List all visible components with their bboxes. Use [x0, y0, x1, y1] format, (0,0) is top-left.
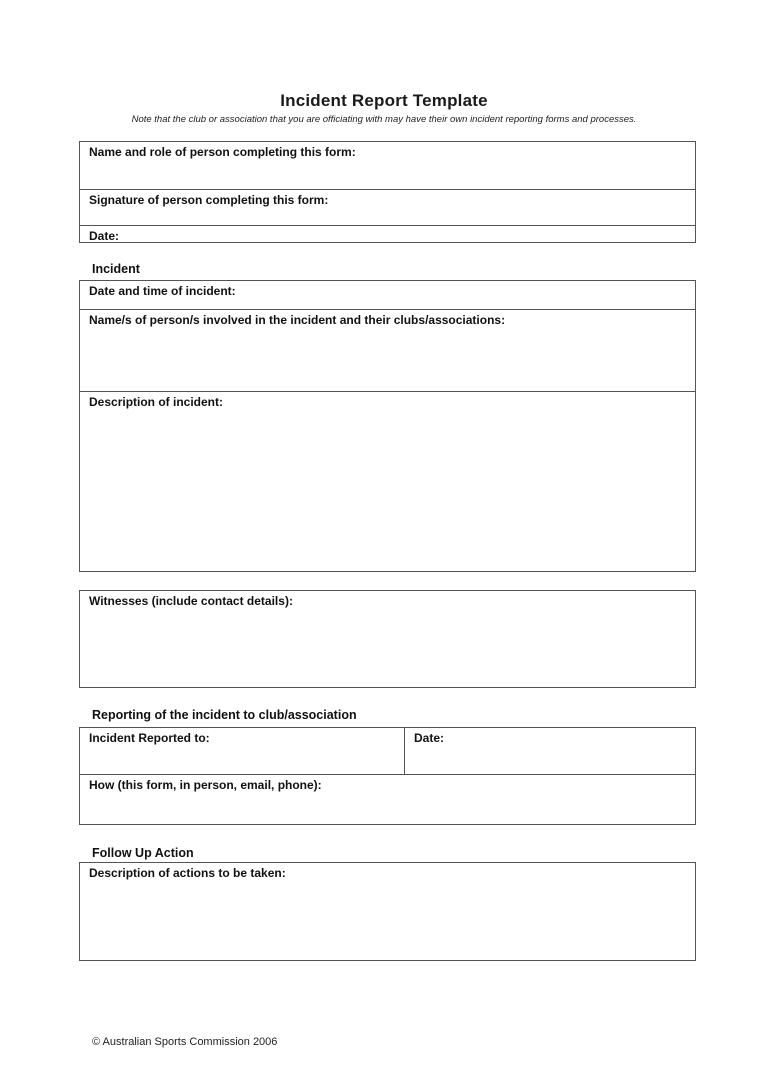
field-label-reported-date: Date:	[414, 730, 445, 745]
completer-details-table	[79, 141, 696, 243]
field-label-signature: Signature of person completing this form:	[89, 192, 329, 207]
field-label-incident-description: Description of incident:	[89, 394, 224, 409]
field-how-reported[interactable]	[80, 774, 695, 824]
field-label-persons-involved: Name/s of person/s involved in the incident and their clubs/associations:	[89, 312, 506, 327]
witnesses-table	[79, 590, 696, 688]
field-actions-to-be-taken[interactable]	[80, 863, 695, 960]
field-name-and-role[interactable]	[80, 142, 695, 189]
field-label-witnesses: Witnesses (include contact details):	[89, 593, 293, 608]
field-reported-to[interactable]	[80, 728, 405, 774]
row-reported-to-and-date	[80, 728, 695, 774]
section-heading-follow-up: Follow Up Action	[92, 845, 194, 860]
incident-details-table	[79, 280, 696, 572]
field-incident-date-time[interactable]	[80, 281, 695, 309]
field-date-completed[interactable]	[80, 225, 695, 242]
field-label-actions-to-be-taken: Description of actions to be taken:	[89, 865, 286, 880]
section-heading-reporting: Reporting of the incident to club/association	[92, 707, 357, 722]
follow-up-table	[79, 862, 696, 961]
field-label-date-completed: Date:	[89, 228, 120, 243]
section-heading-incident: Incident	[92, 261, 140, 276]
field-persons-involved[interactable]	[80, 309, 695, 391]
field-incident-description[interactable]	[80, 391, 695, 571]
field-witnesses[interactable]	[80, 591, 695, 687]
field-reported-date[interactable]	[405, 728, 695, 774]
field-label-how-reported: How (this form, in person, email, phone):	[89, 777, 322, 792]
field-label-name-and-role: Name and role of person completing this form:	[89, 144, 356, 159]
field-label-reported-to: Incident Reported to:	[89, 730, 210, 745]
reporting-details-table	[79, 727, 696, 825]
field-signature[interactable]	[80, 189, 695, 225]
page-title: Incident Report Template	[280, 91, 488, 110]
field-label-incident-date-time: Date and time of incident:	[89, 283, 236, 298]
copyright-notice: © Australian Sports Commission 2006	[92, 1035, 278, 1048]
page-note: Note that the club or association that you are officiating with may have their own incident reporting forms and processes.	[131, 113, 637, 125]
